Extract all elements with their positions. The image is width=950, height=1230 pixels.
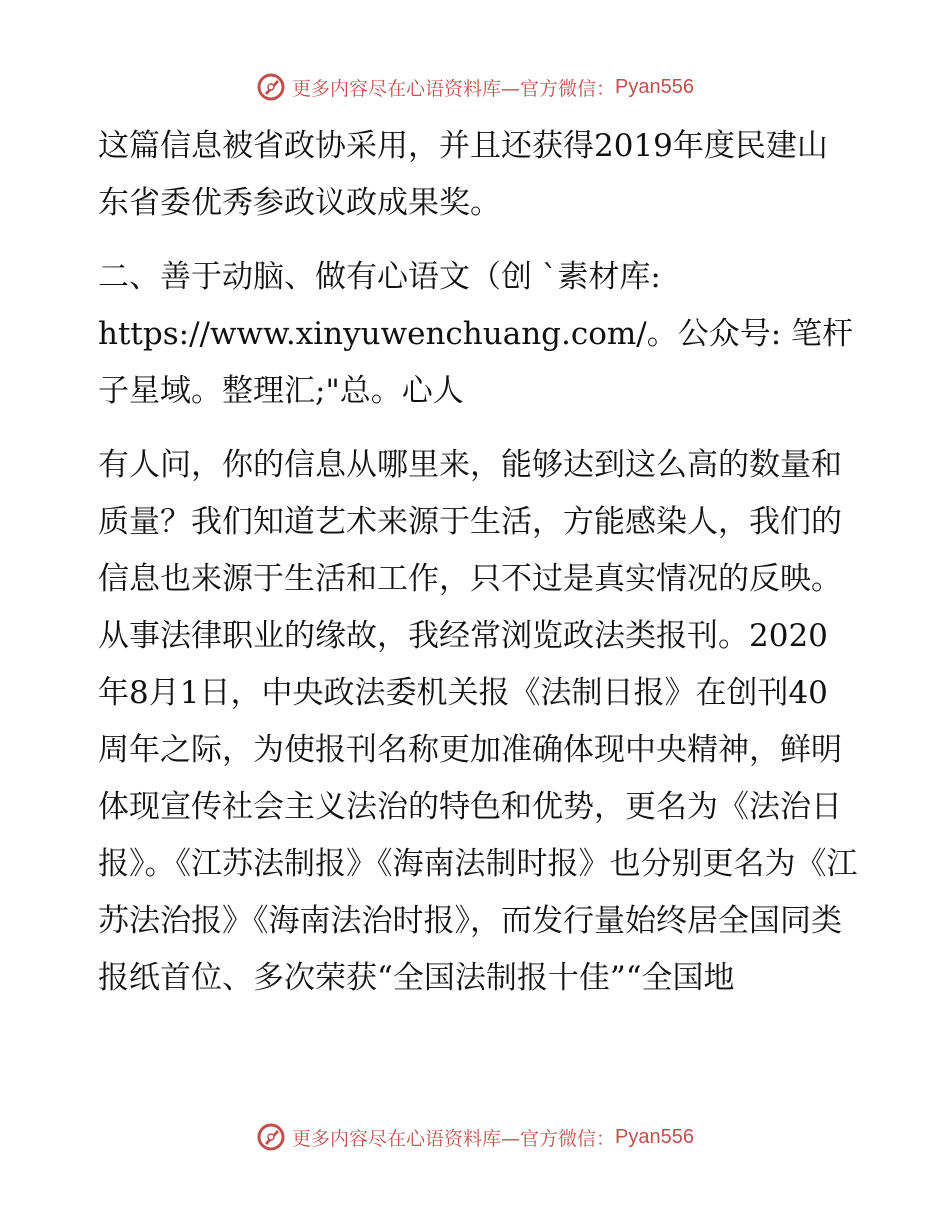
header-watermark <box>0 72 950 102</box>
banner-text: 更多内容尽在心语资料库—官方微信： <box>292 1127 616 1150</box>
paragraph: 这篇信息被省政协采用，并且还获得2019年度民建山东省委优秀参政议政成果奖。 <box>98 128 828 221</box>
paragraph: 二、善于动脑、做有心语文（创 `素材库: https://www.xinyuwenchuang.com/。公众号: 笔杆子星域。整理汇;"总。心人 <box>98 259 854 409</box>
banner-handle: Pyan556 <box>615 1125 694 1148</box>
paragraph: 有人问，你的信息从哪里来，能够达到这么高的数量和质量？我们知道艺术来源于生活，方能感染人，我们的信息也来源于生活和工作，只不过是真实情况的反映。从事法律职业的缘故，我经常浏览政法类报刊。2020年8月1日，中央政法委机关报《法制日报》在创刊40周年之际，为使报刊名称更加准确体现中央精神，鲜明体现宣传社会主义法治的特色和优势，更名为《法治日报》。《江苏法制报》《海南法制时报》也分别更名为《江苏法治报》《海南法治时报》，而发行量始终居全国同类报纸首位、多次荣获“全国法制报十佳”“全国地 <box>98 447 858 996</box>
quill-seal-icon <box>256 1122 286 1152</box>
banner-text: 更多内容尽在心语资料库—官方微信： <box>292 77 616 100</box>
banner-handle: Pyan556 <box>615 75 694 98</box>
footer-watermark <box>0 1122 950 1152</box>
document-body <box>98 118 858 1007</box>
quill-seal-icon <box>256 72 286 102</box>
